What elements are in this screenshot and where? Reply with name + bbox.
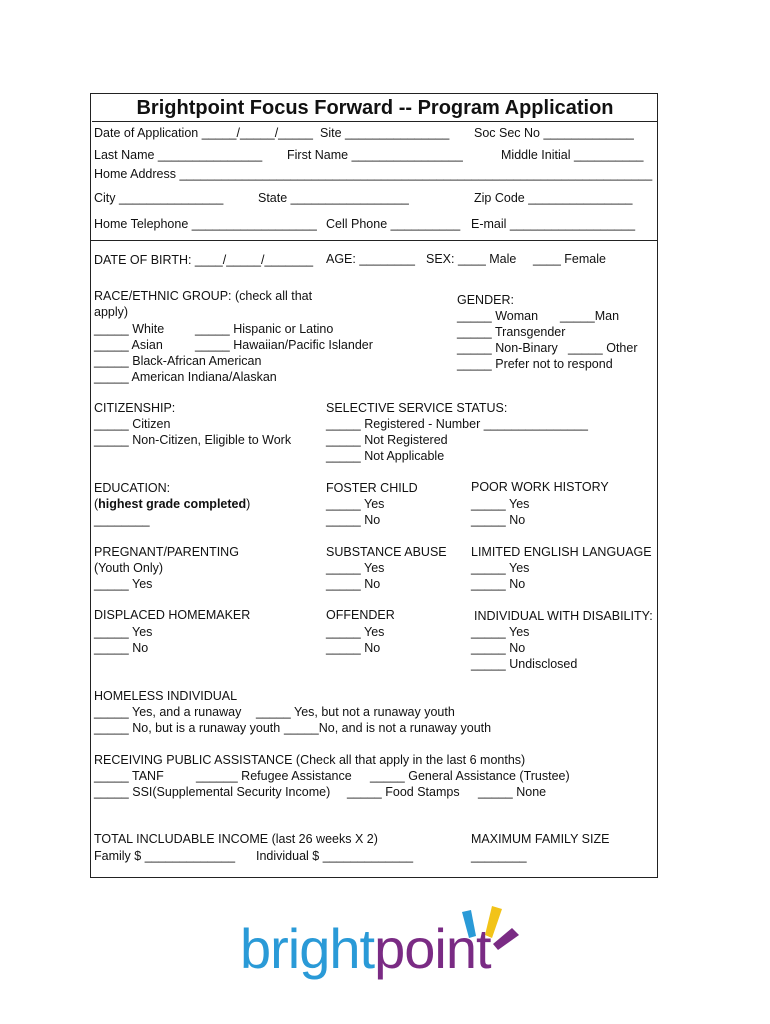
- disability-yes-option[interactable]: _____ Yes: [471, 625, 530, 639]
- refugee-option[interactable]: ______ Refugee Assistance: [196, 769, 352, 783]
- gender-woman-option[interactable]: _____ Woman: [457, 309, 539, 323]
- family-income-field[interactable]: Family $ _____________: [94, 849, 236, 863]
- email-field[interactable]: E-mail __________________: [471, 217, 636, 231]
- race-heading-cont: apply): [94, 305, 129, 319]
- education-bold-text: highest grade completed: [98, 497, 247, 511]
- individual-income-field[interactable]: Individual $ _____________: [256, 849, 414, 863]
- selective-not-applicable-option[interactable]: _____ Not Applicable: [326, 449, 445, 463]
- race-asian-option[interactable]: _____ Asian: [94, 338, 163, 352]
- paren-open: (: [94, 497, 99, 511]
- race-heading: RACE/ETHNIC GROUP: (check all that: [94, 289, 313, 303]
- race-white-option[interactable]: _____ White: [94, 322, 165, 336]
- home-telephone-field[interactable]: Home Telephone __________________: [94, 217, 317, 231]
- education-subheading: [94, 497, 250, 512]
- poor-work-history-heading: POOR WORK HISTORY: [471, 480, 609, 494]
- homeless-yes-not-runaway-option[interactable]: _____ Yes, but not a runaway youth: [256, 705, 455, 719]
- displaced-no-option[interactable]: _____ No: [94, 641, 149, 655]
- sex-male-option[interactable]: SEX: ____ Male: [426, 252, 517, 266]
- logo-text-bright: bright: [240, 917, 375, 980]
- offender-heading: OFFENDER: [326, 608, 395, 622]
- site-field[interactable]: Site _______________: [320, 126, 450, 140]
- middle-initial-field[interactable]: Middle Initial __________: [501, 148, 644, 162]
- displaced-yes-option[interactable]: _____ Yes: [94, 625, 153, 639]
- family-size-field[interactable]: ________: [471, 849, 527, 863]
- income-heading: TOTAL INCLUDABLE INCOME (last 26 weeks X 2): [94, 832, 378, 846]
- gender-prefer-not-option[interactable]: _____ Prefer not to respond: [457, 357, 613, 371]
- substance-no-option[interactable]: _____ No: [326, 577, 381, 591]
- limited-english-yes-option[interactable]: _____ Yes: [471, 561, 530, 575]
- gender-non-binary-option[interactable]: _____ Non-Binary: [457, 341, 558, 355]
- soc-sec-no-field[interactable]: Soc Sec No _____________: [474, 126, 634, 140]
- pregnant-yes-option[interactable]: _____ Yes: [94, 577, 153, 591]
- zip-code-field[interactable]: Zip Code _______________: [474, 191, 633, 205]
- limited-english-no-option[interactable]: _____ No: [471, 577, 526, 591]
- date-of-birth-field[interactable]: DATE OF BIRTH: ____/_____/_______: [94, 253, 314, 267]
- date-of-application-field[interactable]: Date of Application _____/_____/_____: [94, 126, 313, 140]
- first-name-field[interactable]: First Name ________________: [287, 148, 463, 162]
- disability-undisclosed-option[interactable]: _____ Undisclosed: [471, 657, 578, 671]
- education-heading: EDUCATION:: [94, 481, 171, 495]
- brightpoint-logo: [240, 900, 540, 1000]
- gender-transgender-option[interactable]: _____ Transgender: [457, 325, 566, 339]
- race-black-option[interactable]: _____ Black-African American: [94, 354, 262, 368]
- gender-man-option[interactable]: _____Man: [560, 309, 620, 323]
- logo-text-point: point: [374, 917, 491, 980]
- education-field[interactable]: ________: [94, 513, 150, 527]
- last-name-field[interactable]: Last Name _______________: [94, 148, 263, 162]
- foster-child-yes-option[interactable]: _____ Yes: [326, 497, 385, 511]
- race-american-indian-option[interactable]: _____ American Indiana/Alaskan: [94, 370, 277, 384]
- food-stamps-option[interactable]: _____ Food Stamps: [347, 785, 460, 799]
- disability-no-option[interactable]: _____ No: [471, 641, 526, 655]
- pregnant-heading: PREGNANT/PARENTING: [94, 545, 239, 559]
- race-hispanic-option[interactable]: _____ Hispanic or Latino: [195, 322, 334, 336]
- homeless-no-not-runaway-option[interactable]: _____No, and is not a runaway youth: [284, 721, 492, 735]
- form-title: Brightpoint Focus Forward -- Program Application: [92, 95, 658, 122]
- homeless-heading: HOMELESS INDIVIDUAL: [94, 689, 238, 703]
- home-address-field[interactable]: Home Address ____________________________________________________________________: [94, 167, 653, 181]
- pregnant-subheading: (Youth Only): [94, 561, 164, 575]
- general-assistance-option[interactable]: _____ General Assistance (Trustee): [370, 769, 570, 783]
- sex-female-option[interactable]: ____ Female: [533, 252, 606, 266]
- section-divider: [91, 240, 658, 241]
- gender-other-option[interactable]: _____ Other: [568, 341, 638, 355]
- selective-service-heading: SELECTIVE SERVICE STATUS:: [326, 401, 508, 415]
- city-field[interactable]: City _______________: [94, 191, 224, 205]
- state-field[interactable]: State _________________: [258, 191, 409, 205]
- substance-yes-option[interactable]: _____ Yes: [326, 561, 385, 575]
- citizenship-heading: CITIZENSHIP:: [94, 401, 176, 415]
- disability-heading: INDIVIDUAL WITH DISABILITY:: [474, 609, 653, 623]
- selective-not-registered-option[interactable]: _____ Not Registered: [326, 433, 448, 447]
- age-field[interactable]: AGE: ________: [326, 252, 415, 266]
- foster-child-no-option[interactable]: _____ No: [326, 513, 381, 527]
- family-size-heading: MAXIMUM FAMILY SIZE: [471, 832, 610, 846]
- ssi-option[interactable]: _____ SSI(Supplemental Security Income): [94, 785, 331, 799]
- selective-registered-option[interactable]: _____ Registered - Number _______________: [326, 417, 588, 431]
- limited-english-heading: LIMITED ENGLISH LANGUAGE: [471, 545, 652, 559]
- poor-work-no-option[interactable]: _____ No: [471, 513, 526, 527]
- logo-text: [240, 914, 491, 984]
- paren-close: ): [246, 497, 251, 511]
- substance-abuse-heading: SUBSTANCE ABUSE: [326, 545, 447, 559]
- homeless-yes-runaway-option[interactable]: _____ Yes, and a runaway: [94, 705, 242, 719]
- cell-phone-field[interactable]: Cell Phone __________: [326, 217, 461, 231]
- displaced-homemaker-heading: DISPLACED HOMEMAKER: [94, 608, 251, 622]
- non-citizen-option[interactable]: _____ Non-Citizen, Eligible to Work: [94, 433, 292, 447]
- race-hawaiian-option[interactable]: _____ Hawaiian/Pacific Islander: [195, 338, 373, 352]
- tanf-option[interactable]: _____ TANF: [94, 769, 164, 783]
- gender-heading: GENDER:: [457, 293, 514, 307]
- public-assistance-heading: RECEIVING PUBLIC ASSISTANCE (Check all that apply in the last 6 months): [94, 753, 526, 767]
- poor-work-yes-option[interactable]: _____ Yes: [471, 497, 530, 511]
- homeless-no-runaway-option[interactable]: _____ No, but is a runaway youth: [94, 721, 281, 735]
- foster-child-heading: FOSTER CHILD: [326, 481, 418, 495]
- citizen-option[interactable]: _____ Citizen: [94, 417, 171, 431]
- none-option[interactable]: _____ None: [478, 785, 547, 799]
- offender-no-option[interactable]: _____ No: [326, 641, 381, 655]
- offender-yes-option[interactable]: _____ Yes: [326, 625, 385, 639]
